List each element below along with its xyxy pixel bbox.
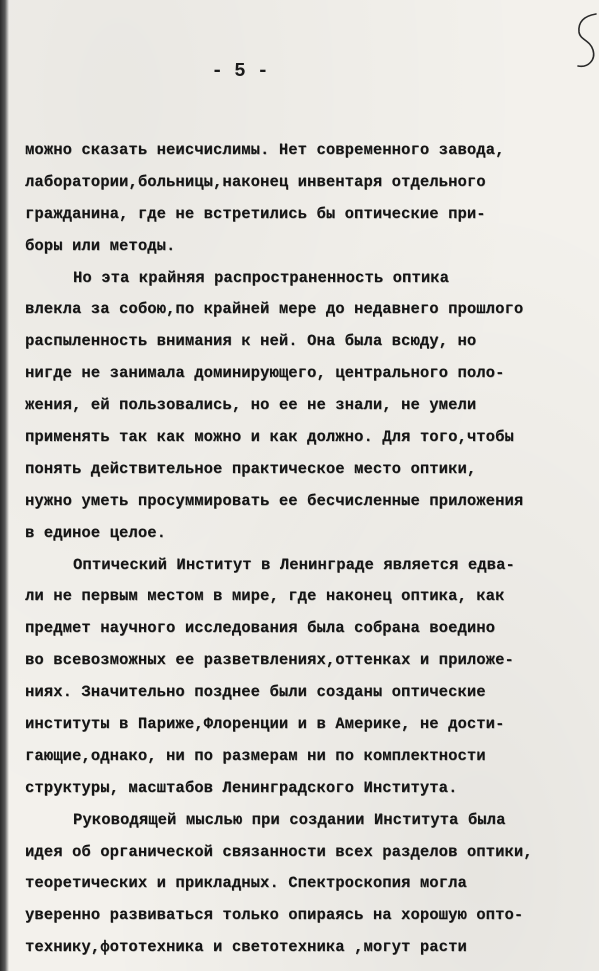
text-line: можно сказать неисчислимы. Нет современного завода, <box>25 141 505 159</box>
text-line: понять действительное практическое место оптики, <box>25 459 477 478</box>
text-line: нужно уметь просуммировать ее бесчисленные приложения <box>25 491 524 510</box>
text-line: Но эта крайняя распространенность оптика <box>73 268 450 287</box>
text-line: гражданина, где не встретились бы оптические при- <box>25 204 486 223</box>
scan-page-edge <box>0 0 9 971</box>
text-line: теоретических и прикладных. Спектроскопия могла <box>25 874 467 893</box>
text-line: Руководящей мыслью при создании Института была <box>73 810 506 829</box>
handwritten-corner-mark <box>566 10 599 70</box>
text-line: гающие,однако, ни по размерам ни по комплектности <box>25 746 486 765</box>
text-line: уверенно развиваться только опираясь на хорошую опто- <box>25 906 524 925</box>
text-line: в единое целое. <box>25 523 167 542</box>
text-line: технику,фототехника и светотехника ,могут расти <box>25 938 467 957</box>
text-line: идея об органической связанности всех разделов оптики, <box>25 842 533 861</box>
text-line: предмет научного исследования была собрана воедино <box>25 619 496 638</box>
text-line: институты в Париже,Флоренции и в Америке, не дости- <box>25 715 505 734</box>
text-line: Оптический Институт в Ленинграде является едва- <box>73 555 515 574</box>
text-line: ли не первым местом в мире, где наконец оптика, как <box>25 587 505 606</box>
text-line: во всевозможных ее разветвлениях,оттенках и приложе- <box>25 651 514 670</box>
text-line: лаборатории,больницы,наконец инвентаря отдельного <box>25 172 486 191</box>
body-text <box>25 135 595 964</box>
text-line: нигде не занимала доминирующего, центрального поло- <box>25 364 505 383</box>
text-line: применять так как можно и как должно. Для того,чтобы <box>25 428 514 447</box>
text-line: боры или методы. <box>25 236 176 255</box>
text-line: распыленность внимания к ней. Она была всюду, но <box>25 332 477 351</box>
page-number: - 5 - <box>211 60 269 82</box>
text-line: структуры, масштабов Ленинградского Института. <box>25 778 458 797</box>
text-line: жения, ей пользовались, но ее не знали, не умели <box>25 396 477 415</box>
text-line: ниях. Значительно позднее были созданы оптические <box>25 683 486 702</box>
text-line: влекла за собою,по крайней мере до недавнего прошлого <box>25 300 524 319</box>
